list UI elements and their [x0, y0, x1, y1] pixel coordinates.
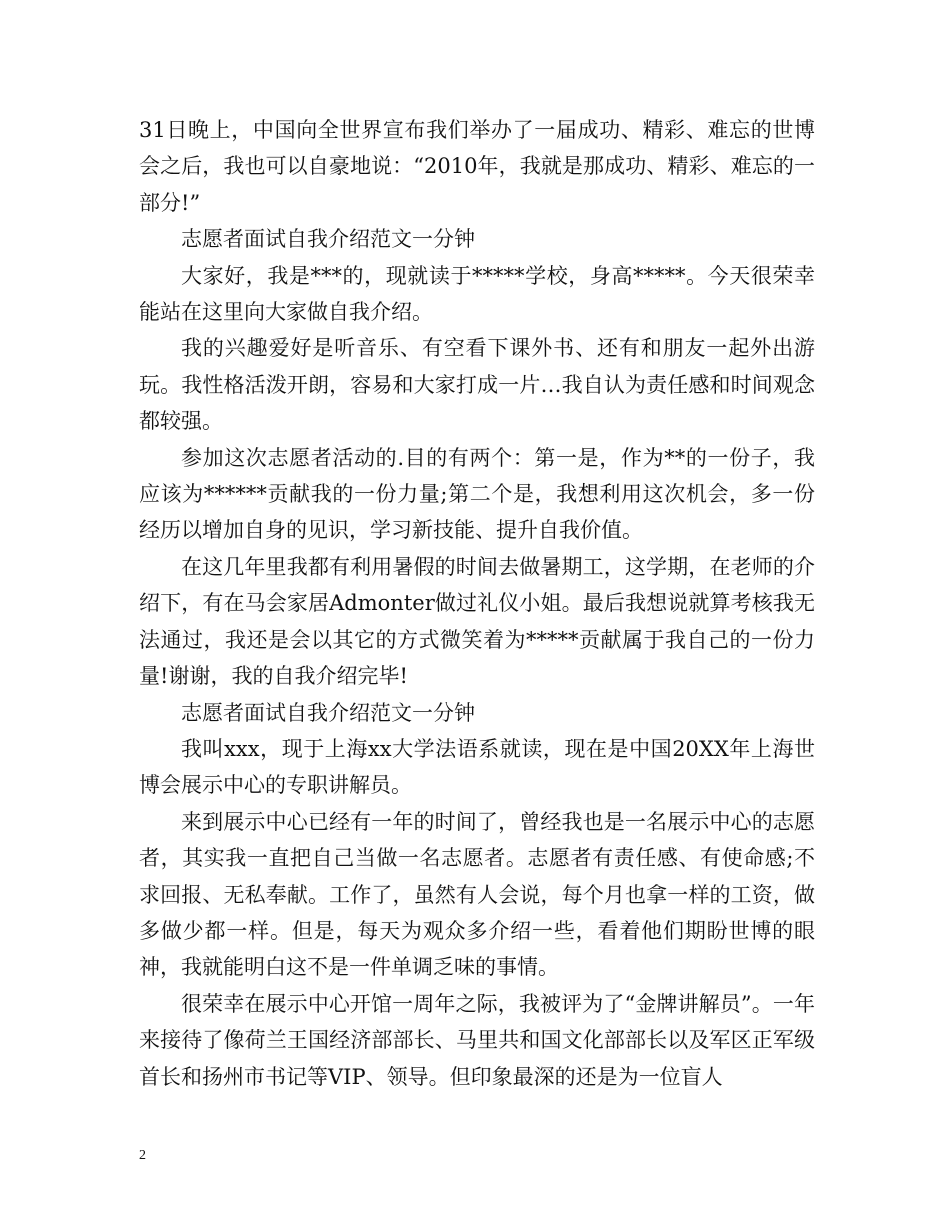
- paragraph: 大家好，我是***的，现就读于*****学校，身高*****。今天很荣幸能站在这里向大家做自我介绍。: [139, 263, 815, 325]
- page-number: 2: [139, 1148, 146, 1163]
- paragraph: 参加这次志愿者活动的.目的有两个：第一是，作为**的一份子，我应该为******贡献我的一份力量;第二个是，我想利用这次机会，多一份经历以增加自身的见识，学习新技能、提升自我价值。: [139, 445, 815, 543]
- paragraph: 在这几年里我都有利用暑假的时间去做暑期工，这学期，在老师的介绍下，有在马会家居Admonter做过礼仪小姐。最后我想说就算考核我无法通过，我还是会以其它的方式微笑着为*****贡献属于我自己的一份力量!谢谢，我的自我介绍完毕!: [139, 554, 815, 689]
- paragraph: 来到展示中心已经有一年的时间了，曾经我也是一名展示中心的志愿者，其实我一直把自己当做一名志愿者。志愿者有责任感、有使命感;不求回报、无私奉献。工作了，虽然有人会说，每个月也拿一样的工资，做多做少都一样。但是，每天为观众多介绍一些，看着他们期盼世博的眼神，我就能明白这不是一件单调乏味的事情。: [139, 809, 815, 980]
- paragraph: 我叫xxx，现于上海xx大学法语系就读，现在是中国20XX年上海世博会展示中心的专职讲解员。: [139, 736, 815, 798]
- paragraph-continuation: 31日晚上，中国向全世界宣布我们举办了一届成功、精彩、难忘的世博会之后，我也可以自豪地说：“2010年，我就是那成功、精彩、难忘的一部分!”: [139, 118, 815, 215]
- paragraph: 很荣幸在展示中心开馆一周年之际，我被评为了“金牌讲解员”。一年来接待了像荷兰王国经济部部长、马里共和国文化部部长以及军区正军级首长和扬州市书记等VIP、领导。但印象最深的还是为一位盲人: [139, 991, 815, 1089]
- paragraph: 我的兴趣爱好是听音乐、有空看下课外书、还有和朋友一起外出游玩。我性格活泼开朗，容易和大家打成一片…我自认为责任感和时间观念都较强。: [139, 336, 815, 434]
- document-body: [139, 112, 815, 1095]
- section-heading: 志愿者面试自我介绍范文一分钟: [181, 227, 475, 252]
- section-heading: 志愿者面试自我介绍范文一分钟: [181, 700, 475, 725]
